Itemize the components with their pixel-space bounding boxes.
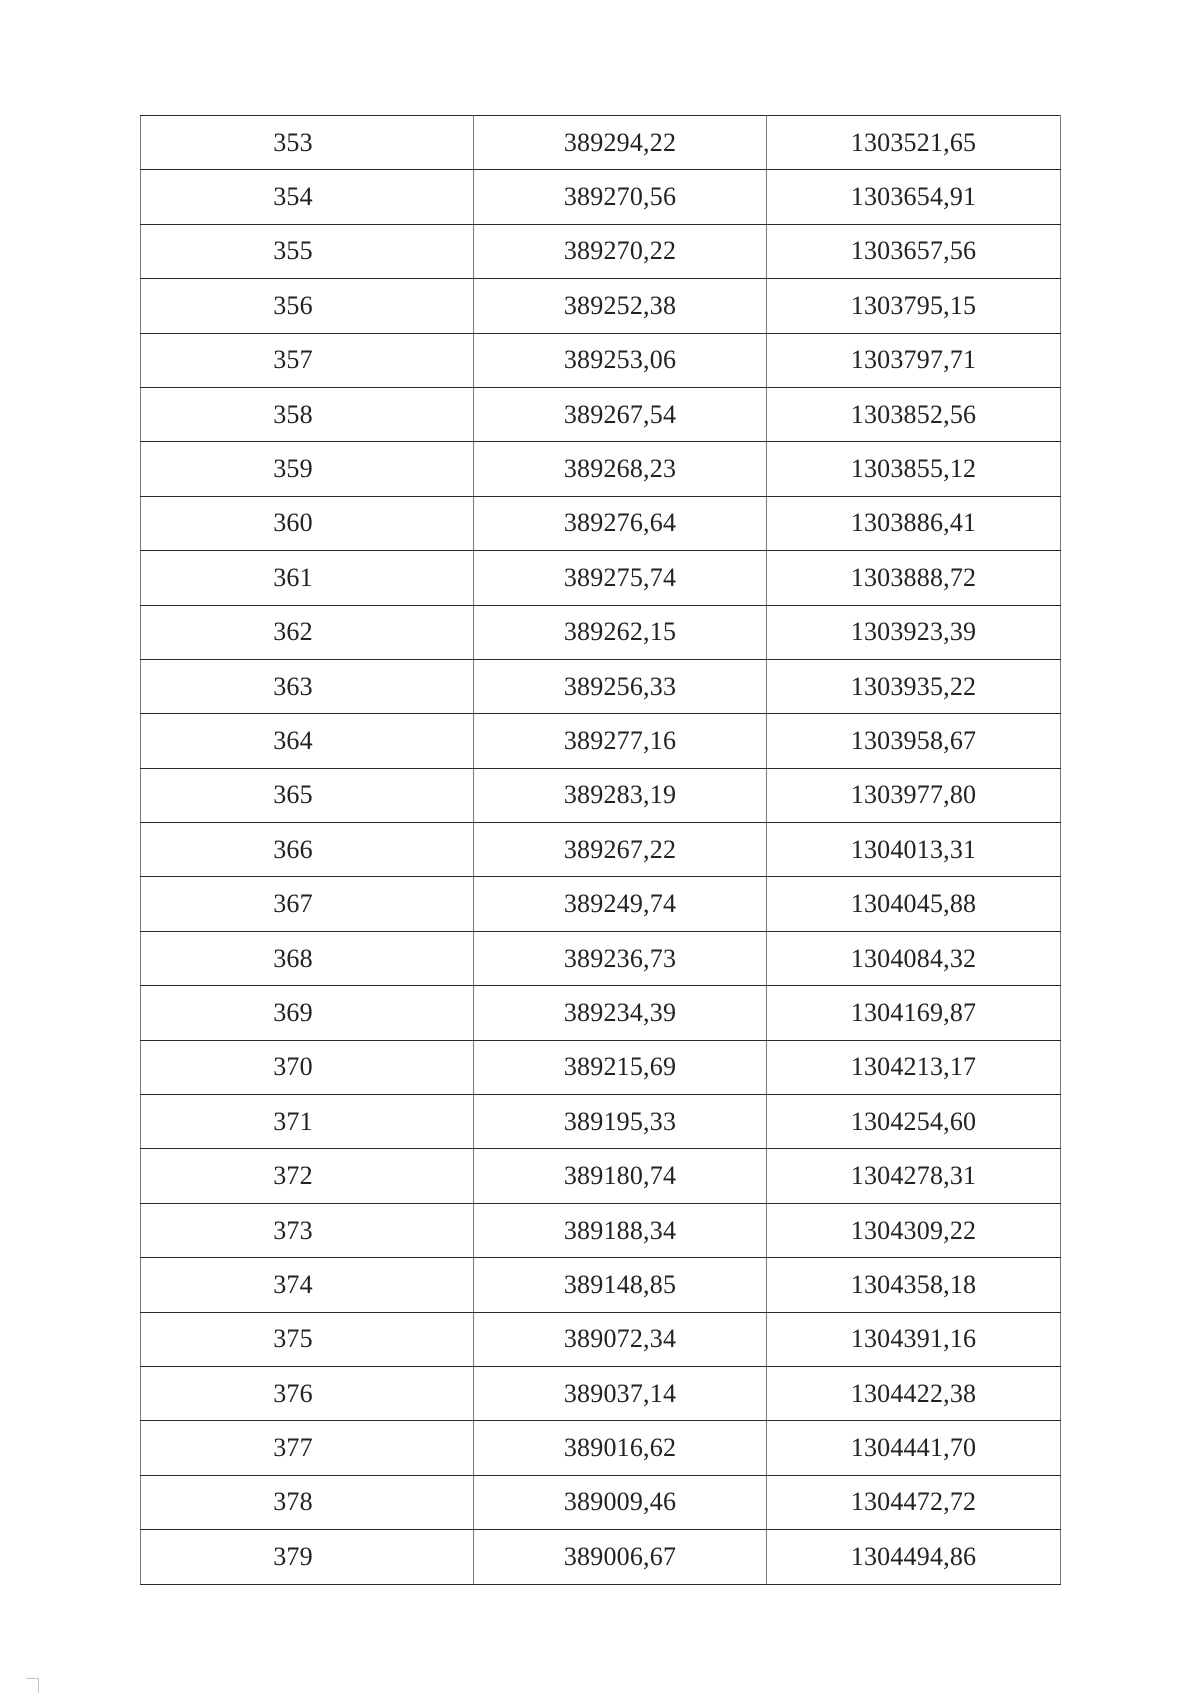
table-row xyxy=(141,605,1061,659)
table-row xyxy=(141,931,1061,985)
y-coordinate-cell: 1304441,70 xyxy=(767,1421,1061,1475)
point-number-cell: 368 xyxy=(141,931,474,985)
y-coordinate-cell: 1304494,86 xyxy=(767,1530,1061,1584)
table-row xyxy=(141,1366,1061,1420)
y-coordinate-cell: 1304472,72 xyxy=(767,1475,1061,1529)
y-coordinate-cell: 1304084,32 xyxy=(767,931,1061,985)
table-row xyxy=(141,1530,1061,1584)
point-number-cell: 375 xyxy=(141,1312,474,1366)
y-coordinate-cell: 1304254,60 xyxy=(767,1095,1061,1149)
x-coordinate-cell: 389016,62 xyxy=(474,1421,767,1475)
table-row xyxy=(141,387,1061,441)
point-number-cell: 358 xyxy=(141,387,474,441)
point-number-cell: 355 xyxy=(141,224,474,278)
y-coordinate-cell: 1304422,38 xyxy=(767,1366,1061,1420)
table-row xyxy=(141,224,1061,278)
x-coordinate-cell: 389037,14 xyxy=(474,1366,767,1420)
point-number-cell: 377 xyxy=(141,1421,474,1475)
y-coordinate-cell: 1303935,22 xyxy=(767,659,1061,713)
table-row xyxy=(141,768,1061,822)
x-coordinate-cell: 389267,22 xyxy=(474,823,767,877)
table-row xyxy=(141,823,1061,877)
y-coordinate-cell: 1303795,15 xyxy=(767,279,1061,333)
table-row xyxy=(141,551,1061,605)
x-coordinate-cell: 389234,39 xyxy=(474,986,767,1040)
table-row xyxy=(141,279,1061,333)
point-number-cell: 360 xyxy=(141,496,474,550)
y-coordinate-cell: 1303958,67 xyxy=(767,714,1061,768)
table-row xyxy=(141,659,1061,713)
table-row xyxy=(141,1040,1061,1094)
table-row xyxy=(141,1312,1061,1366)
x-coordinate-cell: 389009,46 xyxy=(474,1475,767,1529)
point-number-cell: 379 xyxy=(141,1530,474,1584)
table-row xyxy=(141,1203,1061,1257)
point-number-cell: 370 xyxy=(141,1040,474,1094)
x-coordinate-cell: 389253,06 xyxy=(474,333,767,387)
point-number-cell: 359 xyxy=(141,442,474,496)
y-coordinate-cell: 1304391,16 xyxy=(767,1312,1061,1366)
x-coordinate-cell: 389249,74 xyxy=(474,877,767,931)
y-coordinate-cell: 1304278,31 xyxy=(767,1149,1061,1203)
point-number-cell: 354 xyxy=(141,170,474,224)
x-coordinate-cell: 389276,64 xyxy=(474,496,767,550)
point-number-cell: 369 xyxy=(141,986,474,1040)
table-row xyxy=(141,1421,1061,1475)
y-coordinate-cell: 1304309,22 xyxy=(767,1203,1061,1257)
x-coordinate-cell: 389195,33 xyxy=(474,1095,767,1149)
x-coordinate-cell: 389275,74 xyxy=(474,551,767,605)
x-coordinate-cell: 389268,23 xyxy=(474,442,767,496)
y-coordinate-cell: 1304045,88 xyxy=(767,877,1061,931)
x-coordinate-cell: 389252,38 xyxy=(474,279,767,333)
x-coordinate-cell: 389215,69 xyxy=(474,1040,767,1094)
y-coordinate-cell: 1303654,91 xyxy=(767,170,1061,224)
table-row xyxy=(141,496,1061,550)
point-number-cell: 364 xyxy=(141,714,474,768)
point-number-cell: 356 xyxy=(141,279,474,333)
table-row xyxy=(141,714,1061,768)
x-coordinate-cell: 389270,22 xyxy=(474,224,767,278)
point-number-cell: 367 xyxy=(141,877,474,931)
point-number-cell: 378 xyxy=(141,1475,474,1529)
point-number-cell: 376 xyxy=(141,1366,474,1420)
table-row xyxy=(141,986,1061,1040)
y-coordinate-cell: 1303923,39 xyxy=(767,605,1061,659)
point-number-cell: 353 xyxy=(141,116,474,170)
table-row xyxy=(141,1258,1061,1312)
x-coordinate-cell: 389283,19 xyxy=(474,768,767,822)
x-coordinate-cell: 389072,34 xyxy=(474,1312,767,1366)
y-coordinate-cell: 1304358,18 xyxy=(767,1258,1061,1312)
x-coordinate-cell: 389256,33 xyxy=(474,659,767,713)
scan-corner-mark xyxy=(26,1678,39,1693)
point-number-cell: 374 xyxy=(141,1258,474,1312)
x-coordinate-cell: 389006,67 xyxy=(474,1530,767,1584)
coordinates-table-body xyxy=(141,116,1061,1585)
y-coordinate-cell: 1303521,65 xyxy=(767,116,1061,170)
x-coordinate-cell: 389277,16 xyxy=(474,714,767,768)
y-coordinate-cell: 1303852,56 xyxy=(767,387,1061,441)
y-coordinate-cell: 1303657,56 xyxy=(767,224,1061,278)
point-number-cell: 363 xyxy=(141,659,474,713)
point-number-cell: 372 xyxy=(141,1149,474,1203)
table-row xyxy=(141,170,1061,224)
x-coordinate-cell: 389236,73 xyxy=(474,931,767,985)
x-coordinate-cell: 389180,74 xyxy=(474,1149,767,1203)
y-coordinate-cell: 1303797,71 xyxy=(767,333,1061,387)
point-number-cell: 371 xyxy=(141,1095,474,1149)
point-number-cell: 373 xyxy=(141,1203,474,1257)
coordinates-table xyxy=(140,115,1061,1585)
point-number-cell: 362 xyxy=(141,605,474,659)
table-row xyxy=(141,442,1061,496)
table-row xyxy=(141,1149,1061,1203)
y-coordinate-cell: 1303855,12 xyxy=(767,442,1061,496)
y-coordinate-cell: 1303888,72 xyxy=(767,551,1061,605)
point-number-cell: 366 xyxy=(141,823,474,877)
x-coordinate-cell: 389267,54 xyxy=(474,387,767,441)
table-row xyxy=(141,877,1061,931)
x-coordinate-cell: 389294,22 xyxy=(474,116,767,170)
y-coordinate-cell: 1304213,17 xyxy=(767,1040,1061,1094)
y-coordinate-cell: 1304169,87 xyxy=(767,986,1061,1040)
point-number-cell: 361 xyxy=(141,551,474,605)
table-row xyxy=(141,1095,1061,1149)
table-row xyxy=(141,116,1061,170)
x-coordinate-cell: 389188,34 xyxy=(474,1203,767,1257)
point-number-cell: 357 xyxy=(141,333,474,387)
table-row xyxy=(141,1475,1061,1529)
y-coordinate-cell: 1303977,80 xyxy=(767,768,1061,822)
x-coordinate-cell: 389270,56 xyxy=(474,170,767,224)
point-number-cell: 365 xyxy=(141,768,474,822)
x-coordinate-cell: 389148,85 xyxy=(474,1258,767,1312)
y-coordinate-cell: 1303886,41 xyxy=(767,496,1061,550)
table-row xyxy=(141,333,1061,387)
x-coordinate-cell: 389262,15 xyxy=(474,605,767,659)
y-coordinate-cell: 1304013,31 xyxy=(767,823,1061,877)
